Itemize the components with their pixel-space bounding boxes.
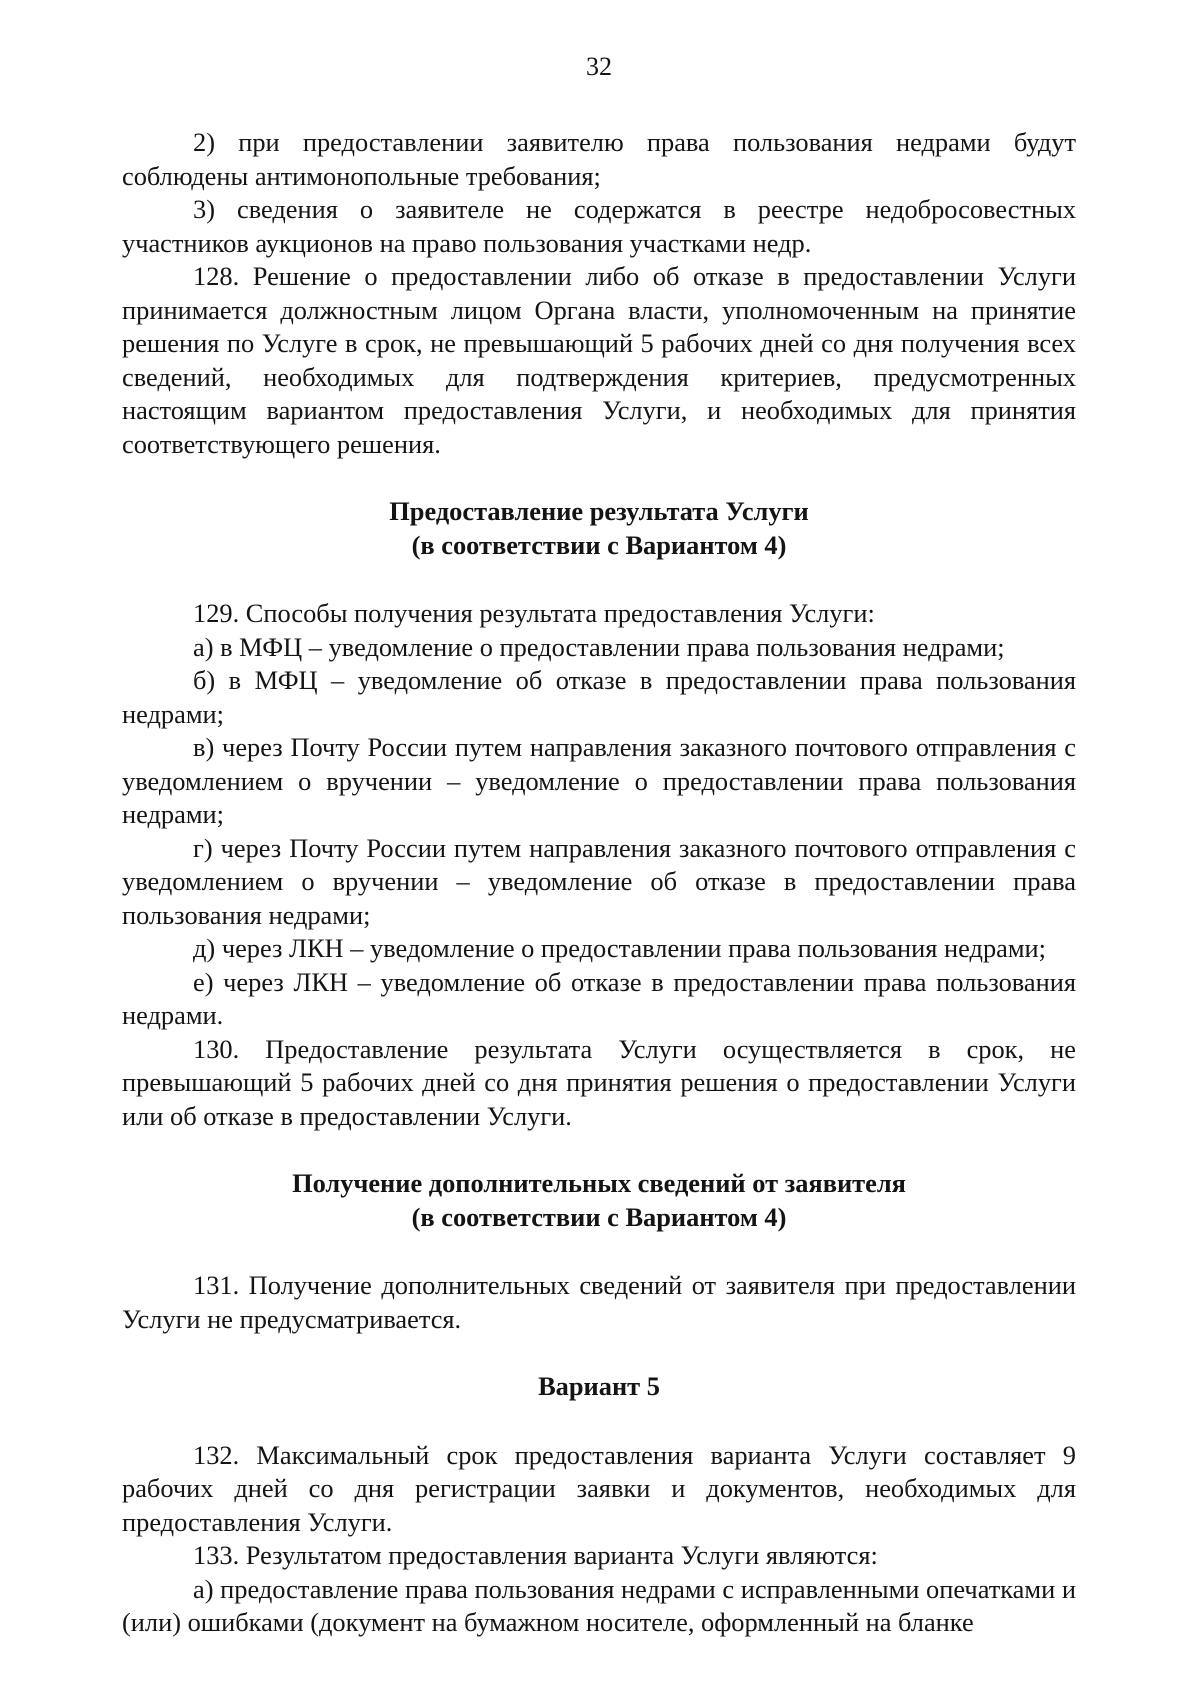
paragraph-antimonopoly: 2) при предоставлении заявителю права пользования недрами будут соблюдены антимонопольные требования; (122, 127, 1076, 191)
heading-line: (в соответствии с Вариантом 4) (411, 529, 787, 560)
section-heading-result (122, 495, 1076, 562)
paragraph-130: 130. Предоставление результата Услуги осуществляется в срок, не превышающий 5 рабочих дней со дня принятия решения о предоставлении Услуги или об отказе в предоставлении Услуги. (122, 1033, 1076, 1131)
list-item-a-variant-5: а) предоставление права пользования недрами с исправленными опечатками и (или) ошибками (документ на бумажном носителе, оформленный на бланке (122, 1573, 1076, 1637)
paragraph-133: 133. Результатом предоставления варианта Услуги являются: (193, 1540, 878, 1570)
page-number: 32 (586, 52, 612, 81)
list-item-e: е) через ЛКН – уведомление об отказе в предоставлении права пользования недрами. (122, 966, 1076, 1030)
heading-line: Предоставление результата Услуги (389, 496, 809, 526)
list-item-v: в) через Почту России путем направления заказного почтового отправления с уведомлением о вручении – уведомление о предоставлении права пользования недрами; (122, 732, 1076, 829)
heading-line: (в соответствии с Вариантом 4) (411, 1201, 787, 1232)
list-item-d: д) через ЛКН – уведомление о предоставлении права пользования недрами; (193, 933, 1047, 963)
section-heading-additional-info (122, 1167, 1076, 1234)
paragraph-131: 131. Получение дополнительных сведений от заявителя при предоставлении Услуги не предусматривается. (122, 1270, 1076, 1334)
list-item-a: а) в МФЦ – уведомление о предоставлении права пользования недрами; (193, 631, 1005, 662)
heading-line: Вариант 5 (538, 1371, 660, 1401)
paragraph-132: 132. Максимальный срок предоставления варианта Услуги составляет 9 рабочих дней со дня регистрации заявки и документов, необходимых для предоставления Услуги. (122, 1439, 1076, 1537)
paragraph-129: 129. Способы получения результата предоставления Услуги: (193, 598, 875, 628)
list-item-g: г) через Почту России путем направления заказного почтового отправления с уведомлением о вручении – уведомление об отказе в предоставлении права пользования недрами; (122, 832, 1076, 930)
section-heading-variant-5 (122, 1370, 1076, 1404)
paragraph-128: 128. Решение о предоставлении либо об отказе в предоставлении Услуги принимается должностным лицом Органа власти, уполномоченным на принятие решения по Услуге в срок, не превышающий 5 рабочих дней со дня получения всех сведений, необходимых для подтверждения критериев, предусмотренных настоящим вариантом предоставления Услуги, и необходимых для принятия соответствующего решения. (122, 261, 1076, 459)
heading-line: Получение дополнительных сведений от заявителя (292, 1168, 906, 1198)
list-item-b: б) в МФЦ – уведомление об отказе в предоставлении права пользования недрами; (122, 665, 1076, 729)
paragraph-registry: 3) сведения о заявителе не содержатся в реестре недобросовестных участников аукционов на право пользования участками недр. (122, 194, 1076, 258)
